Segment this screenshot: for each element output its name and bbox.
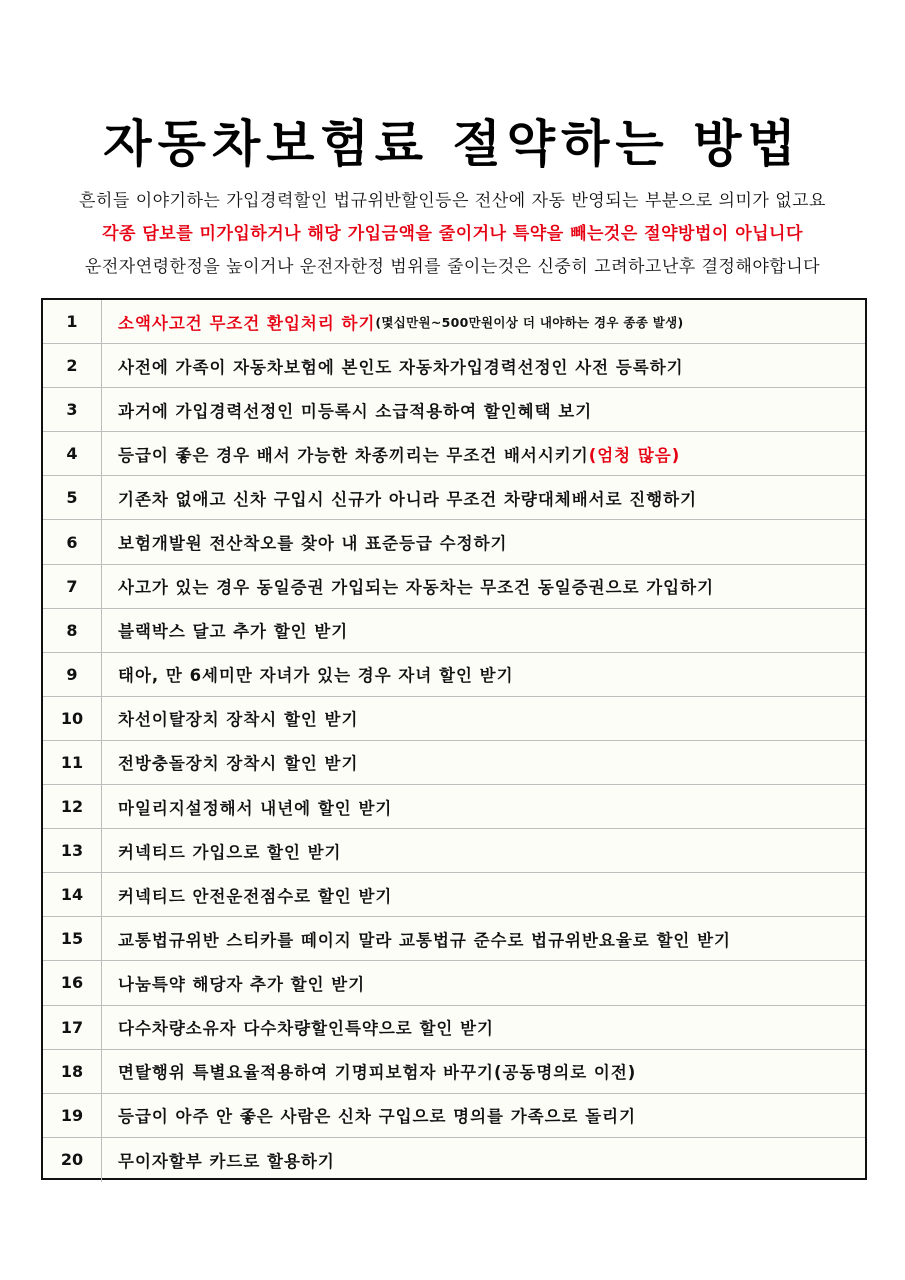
- row-text: 블랙박스 달고 추가 할인 받기: [118, 622, 349, 642]
- row-text: 면탈행위 특별요율적용하여 기명피보험자 바꾸기(공동명의로 이전): [118, 1063, 637, 1083]
- row-text: 차선이탈장치 장착시 할인 받기: [118, 710, 359, 730]
- row-text: 기존차 없애고 신차 구입시 신규가 아니라 무조건 차량대체배서로 진행하기: [118, 489, 698, 509]
- row-number: 4: [43, 432, 102, 475]
- table-row: [43, 432, 865, 476]
- row-number: 19: [43, 1094, 102, 1137]
- row-number: 8: [43, 609, 102, 652]
- row-text: 사전에 가족이 자동차보험에 본인도 자동차가입경력선정인 사전 등록하기: [118, 357, 684, 377]
- tips-table: [41, 298, 867, 1180]
- row-number: 9: [43, 653, 102, 696]
- table-row: [43, 741, 865, 785]
- row-number: 16: [43, 961, 102, 1004]
- row-text: 태아, 만 6세미만 자녀가 있는 경우 자녀 할인 받기: [118, 666, 514, 686]
- row-number: 12: [43, 785, 102, 828]
- table-row: [43, 520, 865, 564]
- row-text: [102, 432, 865, 475]
- row-text-main: 소액사고건 무조건 환입처리 하기: [118, 313, 376, 333]
- row-number: 3: [43, 388, 102, 431]
- row-note: (몇십만원~500만원이상 더 내야하는 경우 종종 발생): [375, 314, 684, 330]
- row-text: 과거에 가입경력선정인 미등록시 소급적용하여 할인혜택 보기: [118, 401, 593, 421]
- table-row: [43, 829, 865, 873]
- row-text-main: 등급이 좋은 경우 배서 가능한 차종끼리는 무조건 배서시키기: [118, 445, 589, 465]
- row-emphasis: (엄청 많음): [588, 445, 681, 465]
- row-text: 전방충돌장치 장착시 할인 받기: [118, 754, 359, 774]
- table-row: [43, 565, 865, 609]
- table-row: [43, 917, 865, 961]
- row-text: 보험개발원 전산착오를 찾아 내 표준등급 수정하기: [118, 534, 508, 554]
- table-row: [43, 1006, 865, 1050]
- row-number: 15: [43, 917, 102, 960]
- row-text: 등급이 아주 안 좋은 사람은 신차 구입으로 명의를 가족으로 돌리기: [118, 1107, 637, 1127]
- row-number: 13: [43, 829, 102, 872]
- row-number: 7: [43, 565, 102, 608]
- intro-line-2-warning: 각종 담보를 미가입하거나 해당 가입금액을 줄이거나 특약을 빼는것은 절약방법이 아닙니다: [102, 224, 803, 244]
- table-row: [43, 1094, 865, 1138]
- table-row: [43, 697, 865, 741]
- table-row: [43, 1050, 865, 1094]
- row-text: 나눔특약 해당자 추가 할인 받기: [118, 974, 366, 994]
- row-text: 마일리지설정해서 내년에 할인 받기: [118, 798, 393, 818]
- row-number: 18: [43, 1050, 102, 1093]
- row-text: 다수차량소유자 다수차량할인특약으로 할인 받기: [118, 1019, 494, 1039]
- table-row: [43, 785, 865, 829]
- row-number: 14: [43, 873, 102, 916]
- intro-text: [0, 185, 905, 284]
- table-row: [43, 873, 865, 917]
- row-number: 11: [43, 741, 102, 784]
- table-row: [43, 1138, 865, 1182]
- row-text: 커넥티드 가입으로 할인 받기: [118, 842, 342, 862]
- table-row: [43, 961, 865, 1005]
- row-text: 커넥티드 안전운전점수로 할인 받기: [118, 886, 393, 906]
- row-number: 5: [43, 476, 102, 519]
- row-text: [102, 300, 865, 343]
- table-row: [43, 609, 865, 653]
- table-row: [43, 344, 865, 388]
- table-row: [43, 388, 865, 432]
- row-number: 17: [43, 1006, 102, 1049]
- intro-line-3: 운전자연령한정을 높이거나 운전자한정 범위를 줄이는것은 신중히 고려하고난후 결정해야합니다: [84, 257, 821, 277]
- row-text: 사고가 있는 경우 동일증권 가입되는 자동차는 무조건 동일증권으로 가입하기: [118, 578, 715, 598]
- intro-line-1: 흔히들 이야기하는 가입경력할인 법규위반할인등은 전산에 자동 반영되는 부분으로 의미가 없고요: [79, 191, 826, 211]
- row-text: 무이자할부 카드로 할용하기: [118, 1151, 335, 1171]
- row-number: 10: [43, 697, 102, 740]
- row-number: 20: [43, 1138, 102, 1182]
- row-number: 2: [43, 344, 102, 387]
- table-row: [43, 653, 865, 697]
- row-text: 교통법규위반 스티카를 떼이지 말라 교통법규 준수로 법규위반요율로 할인 받기: [118, 930, 731, 950]
- page-title: 자동차보험료 절약하는 방법: [103, 115, 802, 173]
- table-row: [43, 476, 865, 520]
- row-number: 1: [43, 300, 102, 343]
- row-number: 6: [43, 520, 102, 563]
- table-row: [43, 300, 865, 344]
